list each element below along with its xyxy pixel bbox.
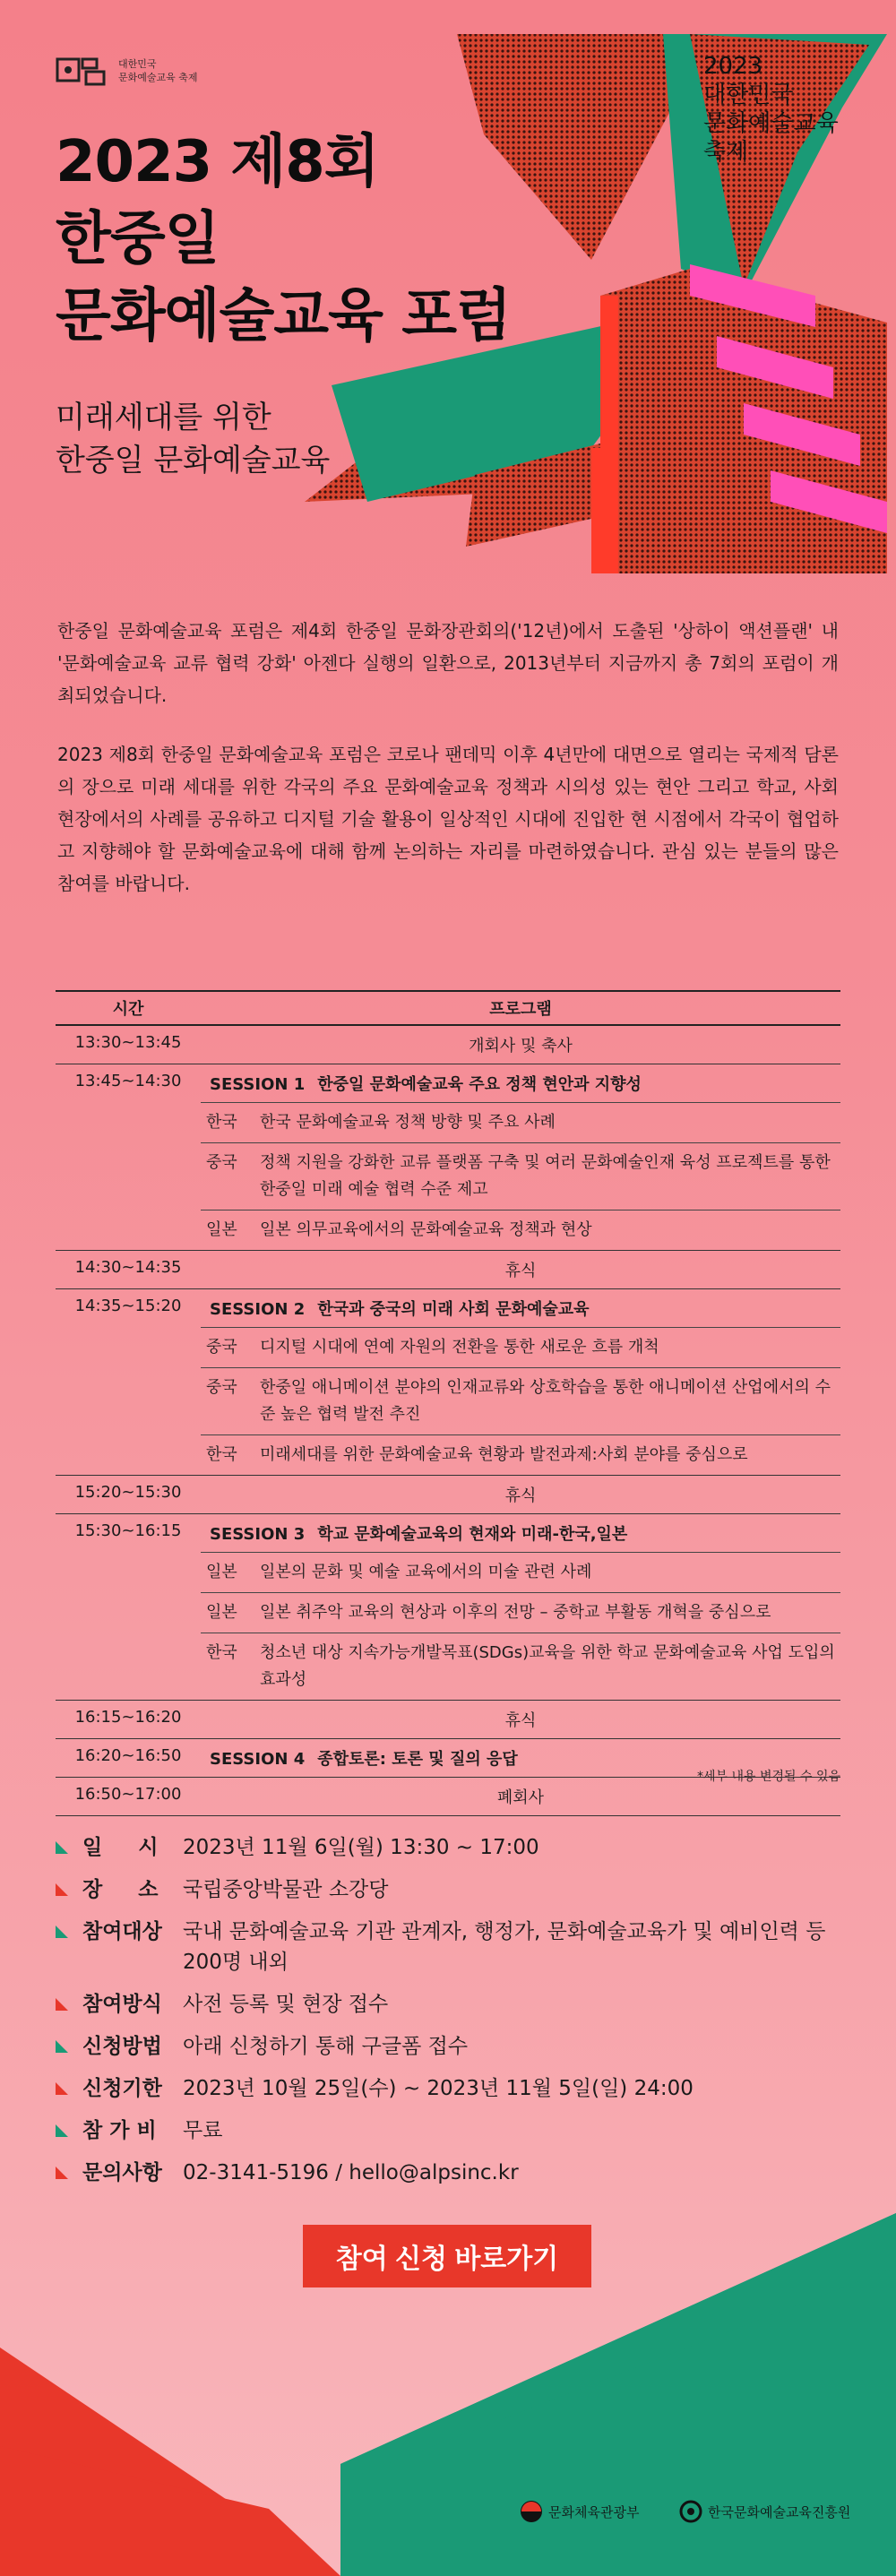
session-title <box>201 1289 840 1327</box>
talk-title: 정책 지원을 강화한 교류 플랫폼 구축 및 여러 문화예술인재 육성 프로젝트를 통한 한중일 미래 예술 협력 수준 제고 <box>260 1153 831 1199</box>
table-row <box>56 1251 840 1289</box>
corner-title-line: 2023 <box>703 53 763 80</box>
info-label: 문의사항 <box>82 2161 162 2184</box>
session-number: SESSION 3 <box>210 1525 306 1544</box>
title-line: 한중일 <box>56 206 220 272</box>
country-label: 한국 <box>206 1643 237 1662</box>
list-item <box>201 1367 840 1434</box>
kace-name: 한국문화예술교육진흥원 <box>708 2503 851 2520</box>
info-value: 02-3141-5196 / hello@alpsinc.kr <box>183 2161 519 2184</box>
info-row <box>56 1989 844 2020</box>
session-title <box>201 1514 840 1552</box>
time-cell: 15:20~15:30 <box>74 1483 182 1502</box>
talk-title: 청소년 대상 지속가능개발목표(SDGs)교육을 위한 학교 문화예술교육 사업 도입의 효과성 <box>260 1643 835 1689</box>
bullet-triangle-icon <box>56 1883 68 1896</box>
table-header-row <box>56 991 840 1025</box>
list-item <box>201 1633 840 1700</box>
session-title <box>201 1064 840 1102</box>
session-name: 종합토론: 토론 및 질의 응답 <box>317 1750 518 1769</box>
country-label: 중국 <box>206 1378 237 1397</box>
list-item <box>201 1210 840 1250</box>
ministry-name: 문화체육관광부 <box>548 2503 640 2520</box>
list-item <box>201 1102 840 1142</box>
logo-line1: 대한민국 <box>118 58 157 70</box>
session-number: SESSION 1 <box>210 1075 306 1094</box>
country-label: 일본 <box>206 1603 237 1622</box>
talk-title: 미래세대를 위한 문화예술교육 현황과 발전과제:사회 분야를 중심으로 <box>260 1445 748 1464</box>
bullet-triangle-icon <box>56 2040 68 2053</box>
time-cell: 13:45~14:30 <box>74 1072 182 1090</box>
country-label: 일본 <box>206 1220 237 1239</box>
bullet-triangle-icon <box>56 1998 68 2011</box>
program-cell: 휴식 <box>504 1486 537 1505</box>
ministry-logo <box>520 2500 639 2523</box>
session-name: 한국과 중국의 미래 사회 문화예술교육 <box>317 1300 590 1319</box>
page-title <box>56 124 511 355</box>
info-value: 국내 문화예술교육 기관 관계자, 행정가, 문화예술교육가 및 예비인력 등 200명 내외 <box>183 1920 826 1974</box>
session-name: 한중일 문화예술교육 주요 정책 현안과 지향성 <box>317 1075 642 1094</box>
subtitle <box>56 396 330 482</box>
info-row <box>56 1832 844 1863</box>
info-label: 신청방법 <box>82 2035 162 2058</box>
time-cell: 14:35~15:20 <box>74 1297 182 1315</box>
list-item <box>201 1142 840 1210</box>
bullet-triangle-icon <box>56 2124 68 2137</box>
info-row <box>56 2073 844 2104</box>
info-label: 참 가 비 <box>82 2119 157 2142</box>
program-cell: 개회사 및 축사 <box>469 1037 573 1055</box>
program-cell: 폐회사 <box>496 1788 545 1807</box>
info-value: 아래 신청하기 통해 구글폼 접수 <box>183 2035 469 2058</box>
bullet-triangle-icon <box>56 2167 68 2179</box>
logo-line2: 문화예술교육 축제 <box>118 72 198 83</box>
kace-logo <box>679 2500 850 2523</box>
info-row <box>56 2031 844 2062</box>
table-row <box>56 1025 840 1064</box>
kace-emblem-icon <box>679 2500 702 2523</box>
subtitle-line: 미래세대를 위한 <box>56 400 271 435</box>
ministry-emblem-icon <box>520 2500 543 2523</box>
session-name: 학교 문화예술교육의 현재와 미래-한국,일본 <box>317 1525 628 1544</box>
event-info-list <box>56 1832 844 2200</box>
info-value: 무료 <box>183 2119 223 2142</box>
session-number: SESSION 2 <box>210 1300 306 1319</box>
table-row <box>56 1289 840 1476</box>
info-label: 참여대상 <box>82 1920 162 1943</box>
subtitle-line: 한중일 문화예술교육 <box>56 443 331 478</box>
table-row <box>56 1476 840 1514</box>
talk-title: 일본의 문화 및 예술 교육에서의 미술 관련 사례 <box>260 1563 592 1581</box>
info-label: 참여방식 <box>82 1993 162 2016</box>
talk-title: 한국 문화예술교육 정책 방향 및 주요 사례 <box>260 1113 556 1132</box>
talk-title: 한중일 애니메이션 분야의 인재교류와 상호학습을 통한 애니메이션 산업에서의 수준 높은 협력 발전 추진 <box>260 1378 831 1424</box>
time-cell: 14:30~14:35 <box>74 1258 182 1277</box>
talk-title: 디지털 시대에 연예 자원의 전환을 통한 새로운 흐름 개척 <box>260 1338 659 1357</box>
festival-logo <box>56 54 111 91</box>
time-cell: 15:30~16:15 <box>74 1521 182 1540</box>
intro-paragraph-2: 2023 제8회 한중일 문화예술교육 포럼은 코로나 팬데믹 이후 4년만에 대면으로 열리는 국제적 담론의 장으로 미래 세대를 위한 각국의 주요 문화예술교육 정책과 시의성 있는 현안 그리고 학교, 사회 현장에서의 사례를 공유하고 디지털 기술 활용이 일상적인 시대에 진입한 현 시점에서 각국이 협업하고 지향해야 할 문화예술교육에 대해 함께 논의하는 자리를 마련하였습니다. 관심 있는 분들의 많은 참여를 바랍니다. <box>57 744 839 894</box>
col-time-header: 시간 <box>56 991 201 1025</box>
change-notice: *세부 내용 변경될 수 있음 <box>696 1770 840 1784</box>
stair-shape <box>591 264 887 573</box>
time-cell: 16:20~16:50 <box>74 1746 182 1765</box>
info-row <box>56 1917 844 1977</box>
corner-title-line: 문화예술교육 <box>703 110 839 137</box>
country-label: 중국 <box>206 1153 237 1172</box>
info-label: 일 시 <box>82 1836 159 1859</box>
country-label: 한국 <box>206 1113 237 1132</box>
info-value: 2023년 11월 6일(월) 13:30 ~ 17:00 <box>183 1836 539 1859</box>
title-line: 2023 제8회 <box>56 129 379 195</box>
bullet-triangle-icon <box>56 1841 68 1854</box>
program-cell: 휴식 <box>504 1711 537 1730</box>
list-item <box>201 1552 840 1592</box>
list-item <box>201 1327 840 1367</box>
corner-title <box>703 52 839 167</box>
corner-title-line: 대한민국 <box>703 82 794 108</box>
info-row <box>56 1874 844 1905</box>
program-cell: 휴식 <box>504 1262 537 1280</box>
apply-button[interactable]: 참여 신청 바로가기 <box>303 2225 591 2287</box>
col-program-header: 프로그램 <box>201 991 840 1025</box>
info-value: 국립중앙박물관 소강당 <box>183 1878 389 1901</box>
table-row <box>56 1064 840 1251</box>
talk-title: 일본 취주악 교육의 현상과 이후의 전망 – 중학교 부활동 개혁을 중심으로 <box>260 1603 771 1622</box>
time-cell: 16:15~16:20 <box>74 1708 182 1727</box>
time-cell: 16:50~17:00 <box>74 1785 182 1804</box>
time-cell: 13:30~13:45 <box>74 1033 182 1052</box>
title-line: 문화예술교육 포럼 <box>56 283 511 349</box>
bullet-triangle-icon <box>56 2082 68 2095</box>
info-value: 2023년 10월 25일(수) ~ 2023년 11월 5일(일) 24:00 <box>183 2077 694 2100</box>
talk-title: 일본 의무교육에서의 문화예술교육 정책과 현상 <box>260 1220 592 1239</box>
table-row <box>56 1514 840 1701</box>
info-row <box>56 2158 844 2188</box>
bullet-triangle-icon <box>56 1926 68 1938</box>
info-label: 신청기한 <box>82 2077 162 2100</box>
intro-paragraph-1: 한중일 문화예술교육 포럼은 제4회 한중일 문화장관회의('12년)에서 도출된 '상하이 액션플랜' 내 '문화예술교육 교류 협력 강화' 아젠다 실행의 일환으로, 2013년부터 지금까지 총 7회의 포럼이 개최되었습니다. <box>57 620 839 706</box>
list-item <box>201 1434 840 1475</box>
country-label: 일본 <box>206 1563 237 1581</box>
logo-text <box>118 57 198 84</box>
info-value: 사전 등록 및 현장 접수 <box>183 1993 389 2016</box>
table-row <box>56 1701 840 1739</box>
country-label: 한국 <box>206 1445 237 1464</box>
info-row <box>56 2115 844 2146</box>
info-label: 장 소 <box>82 1878 159 1901</box>
corner-title-line: 축제 <box>703 139 749 166</box>
list-item <box>201 1592 840 1633</box>
country-label: 중국 <box>206 1338 237 1357</box>
session-number: SESSION 4 <box>210 1750 306 1769</box>
schedule-table <box>56 990 840 1816</box>
